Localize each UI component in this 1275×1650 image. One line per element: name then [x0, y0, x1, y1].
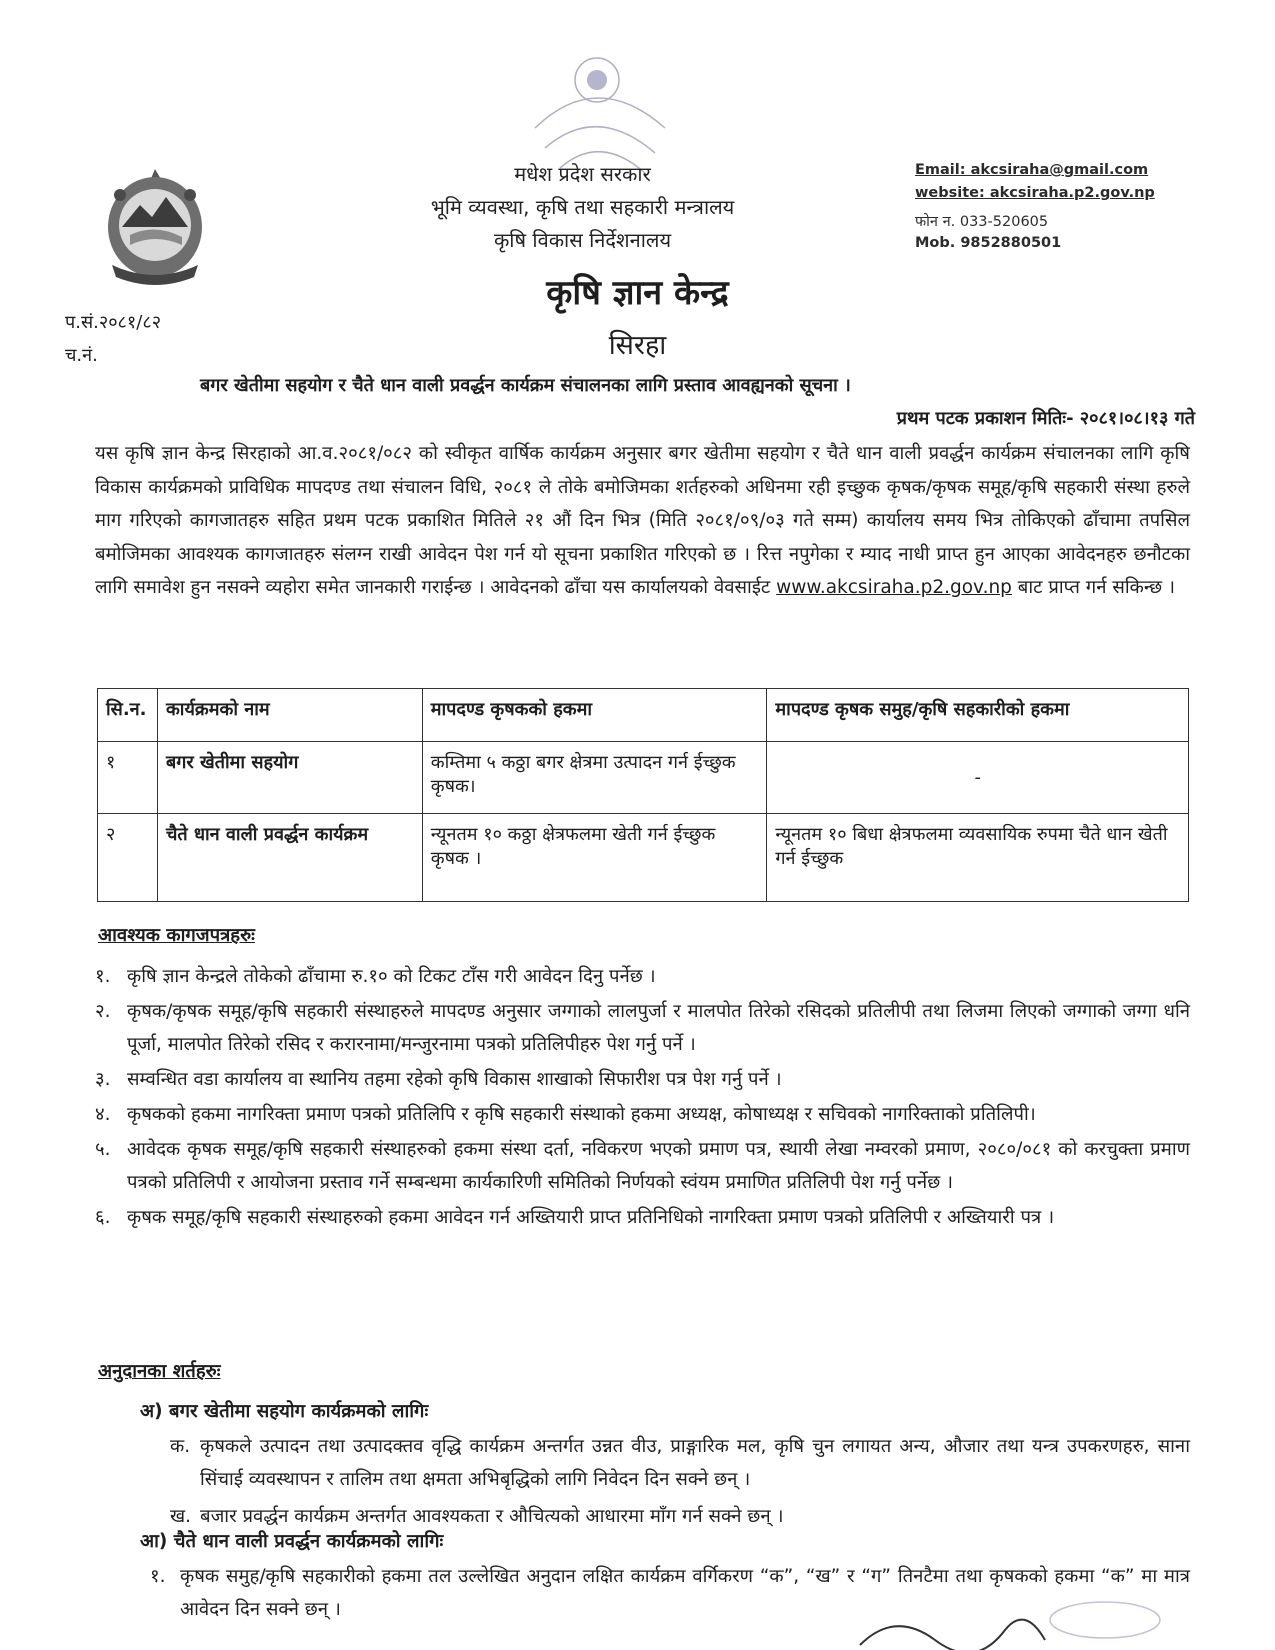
list-item — [95, 995, 1190, 1061]
list-item-number: ख. — [170, 1506, 192, 1527]
signature-mark — [855, 1600, 1165, 1650]
col-header-farmer-criteria: मापदण्ड कृषकको हकमा — [422, 689, 767, 742]
list-item-text: कृषकले उत्पादन तथा उत्पादक्तव वृद्धि कार्यक्रम अन्तर्गत उन्नत वीउ, प्राङ्गारिक मल, कृषि चुन लगायत अन्य, औजार तथा यन्त्र उपकरणहरु, साना सिंचाई व्यवस्थापन र तालिम तथा क्षमता अभिबृद्धिको लागि निवेदन दिन सक्ने छन् । — [200, 1436, 1190, 1490]
list-item-text: कृषक समुह/कृषि सहकारीको हकमा तल उल्लेखित अनुदान लक्षित कार्यक्रम वर्गिकरण “क”, “ख” र “ग” तिनटैमा तथा कृषकको हकमा “क” मा मात्र आवेदन दिन सक्ने छन् । — [180, 1566, 1190, 1620]
list-item-number: ५. — [95, 1139, 111, 1160]
contact-website[interactable]: website: akcsiraha.p2.gov.np — [915, 185, 1155, 201]
list-item-number: १. — [95, 966, 111, 987]
section-b-title: आ) चैते धान वाली प्रवर्द्धन कार्यक्रमको लागिः — [140, 1531, 444, 1552]
table-cell-serial: १ — [98, 742, 158, 814]
contact-email[interactable]: Email: akcsiraha@gmail.com — [915, 162, 1149, 178]
intro-end-text: बाट प्राप्त गर्न सकिन्छ । — [1011, 577, 1176, 598]
section-a-title: अ) बगर खेतीमा सहयोग कार्यक्रमको लागिः — [140, 1401, 429, 1422]
list-item-text: कृषकको हकमा नागरिक्ता प्रमाण पत्रको प्रतिलिपि र कृषि सहकारी संस्थाको हकमा अध्यक्ष, कोषाध्यक्ष र सचिवको नागरिक्ताको प्रतिलिपी। — [127, 1104, 1036, 1125]
table-cell-program: चैते धान वाली प्रवर्द्धन कार्यक्रम — [157, 814, 422, 902]
list-item-text: आवेदक कृषक समूह/कृषि सहकारी संस्थाहरुको हकमा संस्था दर्ता, नविकरण भएको प्रमाण पत्र, स्थायी लेखा नम्वरको प्रमाण, २०८०/०८१ को करचुक्ता प्रमाण पत्रको प्रतिलिपी र आयोजना प्रस्ताव गर्ने सम्बन्धमा कार्यकारिणी समितिको निर्णयको स्वंयम प्रमाणित प्रतिलिपी पेश गर्नु पर्नेछ । — [127, 1139, 1190, 1193]
table-cell-program: बगर खेतीमा सहयोग — [157, 742, 422, 814]
list-item — [95, 1098, 1190, 1131]
list-item — [95, 1063, 1190, 1096]
list-item-number: क. — [170, 1436, 191, 1457]
list-item-text: कृषि ज्ञान केन्द्रले तोकेको ढाँचामा रु.१० को टिकट टाँस गरी आवेदन दिनु पर्नेछ । — [127, 966, 656, 987]
table-cell-farmer: न्यूनतम १० कठ्ठा क्षेत्रफलमा खेती गर्न ईच्छुक कृषक । — [422, 814, 767, 902]
table-header-row — [98, 689, 1189, 742]
publish-date: प्रथम पटक प्रकाशन मितिः- २०८१।०८।१३ गते — [896, 408, 1195, 429]
list-item-text: बजार प्रवर्द्धन कार्यक्रम अन्तर्गत आवश्यकता र औचित्यको आधारमा माँग गर्न सक्ने छन् । — [200, 1506, 784, 1527]
table-cell-group: - — [767, 742, 1189, 814]
notice-subject: बगर खेतीमा सहयोग र चैते धान वाली प्रवर्द्धन कार्यक्रम संचालनका लागि प्रस्ताव आवह्यनको सूचना । — [200, 375, 851, 396]
col-header-program: कार्यक्रमको नाम — [157, 689, 422, 742]
contact-mobile: Mob. 9852880501 — [915, 235, 1062, 251]
table-cell-farmer: कम्तिमा ५ कठ्ठा बगर क्षेत्रमा उत्पादन गर्न ईच्छुक कृषक। — [422, 742, 767, 814]
government-name: मधेश प्रदेश सरकार — [514, 162, 651, 186]
list-item-text: कृषक समूह/कृषि सहकारी संस्थाहरुको हकमा आवेदन गर्न अख्तियारी प्राप्त प्रतिनिधिको नागरिक्ता प्रमाण पत्रको प्रतिलिपी र अख्तियारी पत्र । — [127, 1207, 1055, 1228]
program-table — [97, 688, 1189, 902]
list-item-text: सम्वन्धित वडा कार्यालय वा स्थानिय तहमा रहेको कृषि विकास शाखाको सिफारीश पत्र पेश गर्नु पर्ने । — [127, 1069, 782, 1090]
intro-website-link[interactable]: www.akcsiraha.p2.gov.np — [776, 577, 1012, 598]
required-docs-list — [95, 960, 1190, 1236]
district-name: सिरहा — [608, 330, 667, 361]
table-cell-group: न्यूनतम १० बिधा क्षेत्रफलमा व्यवसायिक रुपमा चैते धान खेती गर्न ईच्छुक — [767, 814, 1189, 902]
table-cell-serial: २ — [98, 814, 158, 902]
list-item — [95, 960, 1190, 993]
table-row — [98, 742, 1189, 814]
table-row — [98, 814, 1189, 902]
section-a-list — [170, 1430, 1190, 1537]
intro-text: यस कृषि ज्ञान केन्द्र सिरहाको आ.व.२०८१/०८२ को स्वीकृत वार्षिक कार्यक्रम अनुसार बगर खेतीमा सहयोग र चैते धान वाली प्रवर्द्धन कार्यक्रम संचालनका लागि कृषि विकास कार्यक्रमको प्राविधिक मापदण्ड तथा संचालन विधि, २०८१ ले तोके बमोजिमका शर्तहरुको अधिनमा रही इच्छुक कृषक/कृषक समूह/कृषि सहकारी संस्था हरुले माग गरिएको कागजातहरु सहित प्रथम पटक प्रकाशित मितिले २१ औं दिन भित्र (मिति २०८१/०९/०३ गते सम्म) कार्यालय समय भित्र तोकिएको ढाँचामा तपसिल बमोजिमका आवश्यक कागजातहरु संलग्न राखी आवेदन पेश गर्न यो सूचना प्रकाशित गरिएको छ । रित्त नपुगेका र म्याद नाधी प्राप्त हुन आएका आवेदनहरु छनौटका लागि समावेश हुन नसक्ने व्यहोरा समेत जानकारी गराईन्छ । आवेदनको ढाँचा यस कार्यालयको वेवसाईट — [95, 443, 1190, 598]
col-header-group-criteria: मापदण्ड कृषक समुह/कृषि सहकारीको हकमा — [767, 689, 1189, 742]
list-item-number: ४. — [95, 1104, 111, 1125]
list-item-number: ६. — [95, 1207, 111, 1228]
contact-phone: फोन न. 033-520605 — [915, 214, 1049, 230]
dispatch-number: च.नं. — [65, 345, 98, 366]
list-item-number: १. — [150, 1566, 166, 1587]
list-item — [170, 1430, 1190, 1496]
intro-paragraph — [95, 437, 1190, 605]
directorate-name: कृषि विकास निर्देशनालय — [493, 228, 672, 252]
col-header-serial: सि.न. — [98, 689, 158, 742]
list-item — [95, 1133, 1190, 1199]
grant-terms-heading: अनुदानका शर्तहरुः — [98, 1361, 221, 1382]
ministry-name: भूमि व्यवस्था, कृषि तथा सहकारी मन्त्रालय — [430, 195, 735, 219]
list-item-number: ३. — [95, 1069, 111, 1090]
list-item-text: कृषक/कृषक समूह/कृषि सहकारी संस्थाहरुले मापदण्ड अनुसार जग्गाको लालपुर्जा र मालपोत तिरेको रसिदको प्रतिलीपी तथा लिजमा लिएको जग्गाको जग्गा धनि पूर्जा, मालपोत तिरेको रसिद र करारनामा/मन्जुरनामा पत्रको प्रतिलिपीहरु पेश गर्नु पर्ने । — [127, 1001, 1190, 1055]
required-docs-heading: आवश्यक कागजपत्रहरुः — [98, 925, 255, 946]
office-title: कृषि ज्ञान केन्द्र — [546, 273, 729, 313]
letter-number: प.सं.२०८१/८२ — [65, 312, 162, 333]
list-item-number: २. — [95, 1001, 111, 1022]
list-item — [95, 1201, 1190, 1234]
